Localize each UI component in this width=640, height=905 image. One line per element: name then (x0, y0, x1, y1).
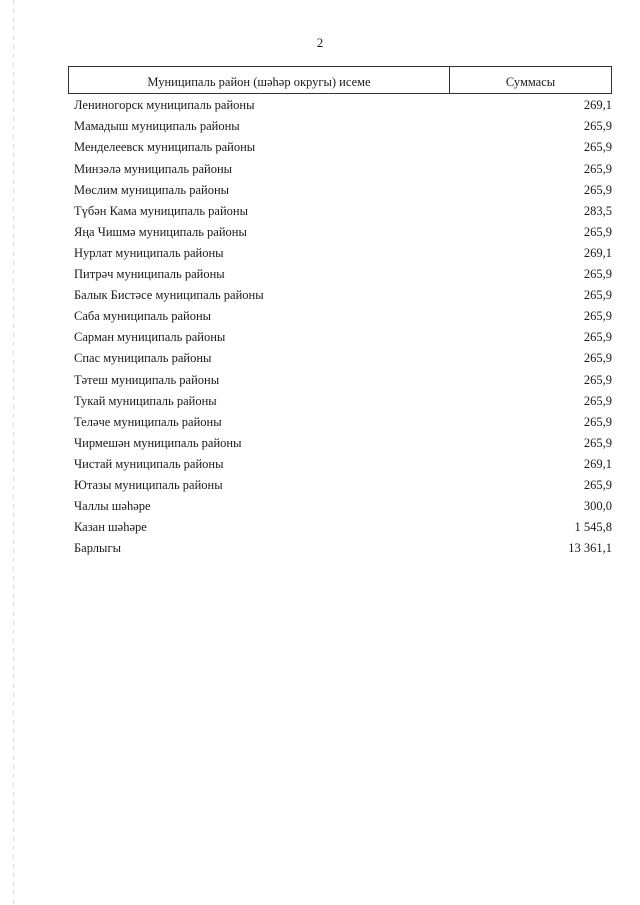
table-row (74, 327, 613, 348)
table-row (74, 496, 613, 517)
district-name: Саба муниципаль районы (74, 309, 212, 324)
district-name: Ютазы муниципаль районы (74, 477, 223, 492)
amount: 265,9 (583, 119, 612, 134)
amount: 269,1 (583, 98, 612, 113)
amount: 265,9 (583, 288, 612, 303)
total-label: Барлыгы (74, 541, 121, 556)
table-row (74, 390, 613, 411)
amount: 265,9 (583, 372, 612, 387)
table-row (74, 200, 613, 221)
table-row (74, 137, 613, 158)
district-name: Мамадыш муниципаль районы (74, 119, 240, 134)
amount: 265,9 (583, 393, 612, 408)
amount: 265,9 (583, 351, 612, 366)
district-name: Балык Бистәсе муниципаль районы (74, 288, 264, 303)
district-name: Чистай муниципаль районы (74, 456, 224, 471)
scan-margin-marks (13, 0, 14, 905)
table-row (74, 517, 613, 538)
table-row (74, 158, 613, 179)
table-row (74, 179, 613, 200)
amount: 265,9 (583, 309, 612, 324)
amount: 265,9 (583, 330, 612, 345)
table-row (74, 348, 613, 369)
table-row (74, 454, 613, 475)
header-district-name: Муниципаль район (шәһәр округы) исеме (69, 67, 450, 93)
table-row (74, 369, 613, 390)
district-name: Теләче муниципаль районы (74, 414, 222, 429)
table-row (74, 222, 613, 243)
district-name: Лениногорск муниципаль районы (74, 98, 255, 113)
district-name: Чирмешән муниципаль районы (74, 435, 242, 450)
district-name: Яңа Чишмә муниципаль районы (74, 224, 247, 239)
amount: 265,9 (583, 161, 612, 176)
page-number: 2 (316, 35, 324, 50)
amount: 300,0 (583, 499, 612, 514)
table-row (74, 116, 613, 137)
table-header (68, 66, 612, 94)
total-row (74, 538, 613, 559)
amount: 265,9 (583, 267, 612, 282)
amount: 265,9 (583, 435, 612, 450)
district-name: Казан шәһәре (74, 520, 147, 535)
district-name: Спас муниципаль районы (74, 351, 212, 366)
district-name: Нурлат муниципаль районы (74, 245, 224, 260)
table-row (74, 285, 613, 306)
district-name: Тукай муниципаль районы (74, 393, 217, 408)
district-name: Мөслим муниципаль районы (74, 182, 230, 197)
table-row (74, 433, 613, 454)
table-row (74, 243, 613, 264)
table-row (74, 411, 613, 432)
district-name: Питрәч муниципаль районы (74, 267, 225, 282)
amount: 265,9 (583, 140, 612, 155)
district-name: Минзәлә муниципаль районы (74, 161, 233, 176)
district-name: Түбән Кама муниципаль районы (74, 203, 248, 218)
table-row (74, 475, 613, 496)
amount: 265,9 (583, 477, 612, 492)
district-name: Менделеевск муниципаль районы (74, 140, 256, 155)
table-row (74, 306, 613, 327)
header-sum: Суммасы (505, 74, 556, 89)
amount: 283,5 (583, 203, 612, 218)
table-row (74, 95, 613, 116)
amount: 269,1 (583, 456, 612, 471)
amount: 265,9 (583, 414, 612, 429)
amount: 1 545,8 (574, 520, 612, 535)
district-name: Тәтеш муниципаль районы (74, 372, 220, 387)
amount: 269,1 (583, 245, 612, 260)
amount: 265,9 (583, 182, 612, 197)
amount: 265,9 (583, 224, 612, 239)
total-amount: 13 361,1 (568, 541, 612, 556)
table-body (74, 95, 613, 559)
table-row (74, 264, 613, 285)
district-name: Чаллы шәһәре (74, 499, 151, 514)
district-name: Сарман муниципаль районы (74, 330, 226, 345)
